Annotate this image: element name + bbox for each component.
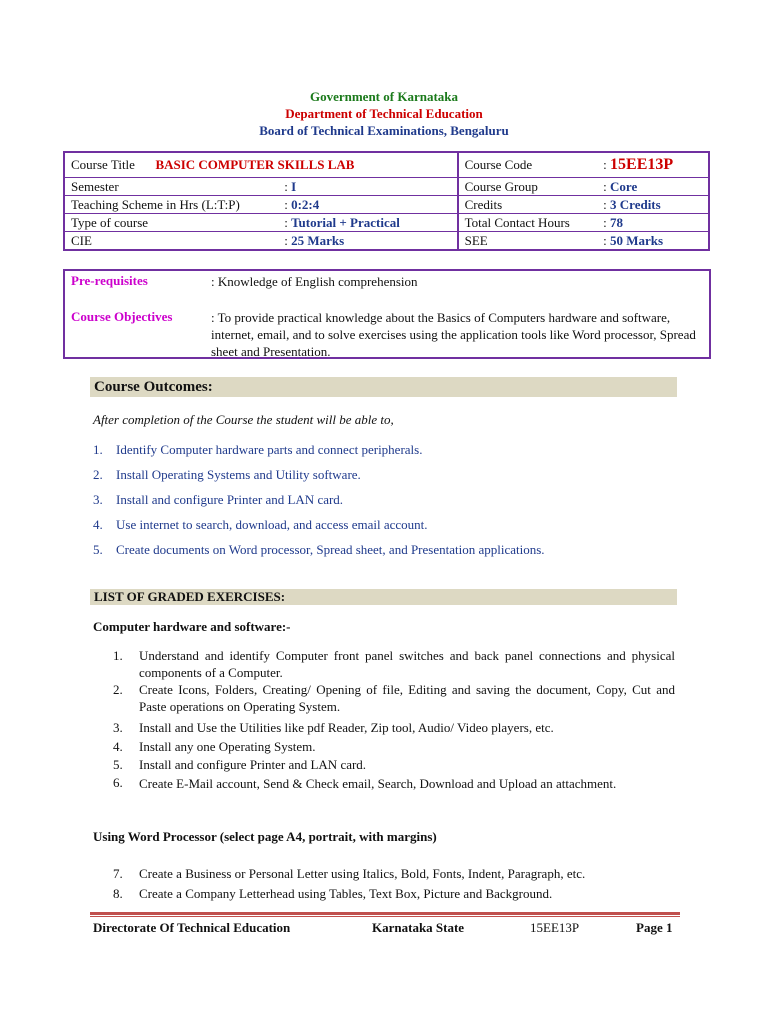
course-title-value: BASIC COMPUTER SKILLS LAB	[155, 157, 355, 172]
outcome-number: 5.	[93, 542, 103, 557]
outcome-number: 4.	[93, 517, 103, 532]
graded-exercises-heading: LIST OF GRADED EXERCISES:	[90, 589, 677, 605]
semester-label: Semester	[64, 178, 278, 196]
semester-value: I	[291, 178, 297, 194]
exercise-item	[113, 774, 675, 793]
outcome-text: Use internet to search, download, and access email account.	[116, 517, 428, 532]
course-info-table	[63, 151, 710, 251]
objectives-label: Course Objectives	[71, 309, 173, 324]
colon: :	[603, 196, 607, 212]
section-heading-word-processor: Using Word Processor (select page A4, portrait, with margins)	[93, 829, 437, 844]
course-code-value: 15EE13P	[610, 156, 674, 173]
exercise-number: 5.	[113, 757, 123, 772]
footer-divider	[90, 916, 680, 917]
table-row	[64, 178, 709, 196]
course-outcomes-heading: Course Outcomes:	[90, 377, 677, 397]
prerequisites-row	[71, 273, 211, 289]
course-code-label: Course Code	[458, 152, 598, 178]
colon: :	[284, 214, 288, 230]
exercise-number: 8.	[113, 886, 123, 901]
see-cell	[597, 232, 709, 251]
exercise-number: 7.	[113, 866, 123, 881]
footer-page-number: Page 1	[636, 920, 673, 935]
course-title-label: Course Title	[71, 157, 135, 172]
outcome-number: 1.	[93, 442, 103, 457]
colon: :	[284, 178, 288, 194]
government-heading: Government of Karnataka	[309, 89, 459, 104]
type-label: Type of course	[64, 214, 278, 232]
exercise-item	[113, 719, 675, 736]
list-item	[93, 517, 428, 533]
table-row	[64, 214, 709, 232]
colon: :	[284, 232, 288, 248]
course-title-cell	[64, 152, 458, 178]
semester-cell	[278, 178, 457, 196]
department-heading: Department of Technical Education	[285, 106, 483, 121]
see-value: 50 Marks	[610, 232, 664, 248]
course-group-cell	[597, 178, 709, 196]
outcome-text: Create documents on Word processor, Spread sheet, and Presentation applications.	[116, 542, 545, 557]
exercise-text: Understand and identify Computer front panel switches and back panel connections and physical components of a Computer.	[139, 648, 675, 680]
list-item	[93, 442, 422, 458]
exercise-text: Install and configure Printer and LAN card.	[139, 757, 367, 772]
objectives-row	[71, 309, 211, 325]
exercise-item	[113, 681, 675, 715]
outcome-number: 2.	[93, 467, 103, 482]
cie-label: CIE	[64, 232, 278, 251]
exercise-item	[113, 865, 675, 882]
contact-hours-cell	[597, 214, 709, 232]
exercise-number: 3.	[113, 720, 123, 735]
type-cell	[278, 214, 457, 232]
exercise-number: 2.	[113, 682, 123, 697]
outcome-text: Identify Computer hardware parts and connect peripherals.	[116, 442, 423, 457]
course-group-value: Core	[610, 178, 638, 194]
prerequisites-text: : Knowledge of English comprehension	[211, 274, 418, 289]
exercise-item	[113, 756, 675, 773]
exercise-text: Create Icons, Folders, Creating/ Opening of file, Editing and saving the document, Copy, Cut and Paste operations on Operating System.	[139, 682, 675, 714]
objectives-text: : To provide practical knowledge about the Basics of Computers hardware and software, internet, email, and to solve exercises using the application tools like Word processor, Spread sheet and Presentation.	[211, 310, 696, 359]
list-item	[93, 467, 361, 483]
colon: :	[603, 214, 607, 230]
contact-hours-label: Total Contact Hours	[458, 214, 598, 232]
exercise-item	[113, 647, 675, 681]
cie-cell	[278, 232, 457, 251]
exercise-text: Create a Business or Personal Letter using Italics, Bold, Fonts, Indent, Paragraph, etc.	[139, 866, 586, 881]
teaching-cell	[278, 196, 457, 214]
outcomes-intro: After completion of the Course the student will be able to,	[93, 412, 394, 427]
teaching-value: 0:2:4	[291, 196, 320, 212]
exercise-text: Create a Company Letterhead using Tables, Text Box, Picture and Background.	[139, 886, 553, 901]
colon: :	[603, 232, 607, 248]
outcome-number: 3.	[93, 492, 103, 507]
footer-divider	[90, 912, 680, 915]
credits-cell	[597, 196, 709, 214]
board-heading: Board of Technical Examinations, Bengaluru	[259, 123, 509, 138]
cie-value: 25 Marks	[291, 232, 345, 248]
course-group-label: Course Group	[458, 178, 598, 196]
outcome-text: Install and configure Printer and LAN card.	[116, 492, 344, 507]
footer-course-code: 15EE13P	[530, 920, 580, 935]
prerequisites-label: Pre-requisites	[71, 273, 148, 288]
teaching-label: Teaching Scheme in Hrs (L:T:P)	[64, 196, 278, 214]
prerequisites-box	[63, 269, 711, 359]
course-code-cell	[597, 152, 709, 178]
see-label: SEE	[458, 232, 598, 251]
credits-value: 3 Credits	[610, 196, 661, 212]
footer-state: Karnataka State	[372, 920, 465, 935]
exercise-number: 1.	[113, 648, 123, 663]
table-row	[64, 232, 709, 251]
exercise-item	[113, 738, 675, 755]
contact-hours-value: 78	[610, 214, 624, 230]
footer-directorate: Directorate Of Technical Education	[93, 920, 291, 935]
exercise-item	[113, 885, 675, 902]
colon: :	[284, 196, 288, 212]
table-row	[64, 152, 709, 178]
exercise-text: Create E-Mail account, Send & Check email, Search, Download and Upload an attachment.	[139, 776, 617, 791]
table-row	[64, 196, 709, 214]
outcome-text: Install Operating Systems and Utility software.	[116, 467, 361, 482]
credits-label: Credits	[458, 196, 598, 214]
colon: :	[603, 178, 607, 194]
exercise-number: 4.	[113, 739, 123, 754]
type-value: Tutorial + Practical	[291, 214, 400, 230]
colon: :	[603, 157, 607, 172]
exercise-text: Install any one Operating System.	[139, 739, 316, 754]
list-item	[93, 542, 545, 558]
exercise-number: 6.	[113, 775, 123, 790]
exercise-text: Install and Use the Utilities like pdf Reader, Zip tool, Audio/ Video players, etc.	[139, 720, 554, 735]
list-item	[93, 492, 343, 508]
section-heading-hardware: Computer hardware and software:-	[93, 619, 291, 634]
